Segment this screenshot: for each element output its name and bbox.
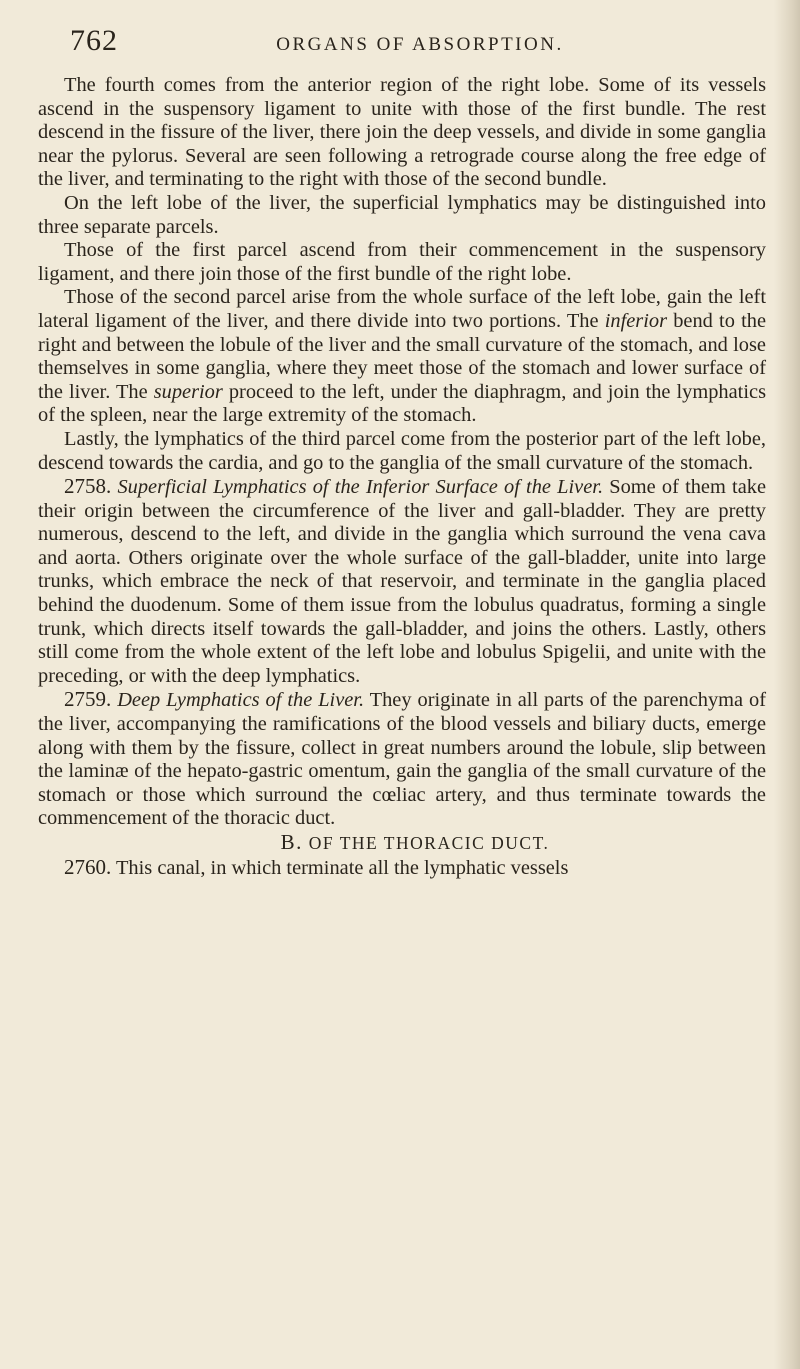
italic-term-inferior: inferior	[604, 309, 668, 332]
paragraph-body: This canal, in which terminate all the lymphatic vessels	[111, 856, 569, 879]
body-text	[38, 74, 766, 880]
paragraph-left-lobe: On the left lobe of the liver, the superficial lymphatics may be distinguished into three separate parcels.	[38, 191, 766, 238]
paragraph-body: Some of them take their origin between the circumference of the liver and gall-bladder. They are pretty numerous, descend to the left, and divide in the ganglia which surround the vena cava and aorta. Others originate over the whole surface of the gall-bladder, unite into large trunks, which embrace the neck of that reservoir, and terminate in the ganglia placed behind the duodenum. Some of them issue from the lobulus quadratus, forming a single trunk, which directs itself towards the gall-bladder, and joins the others. Lastly, others still come from the whole extent of the left lobe and lobulus Spigelii, and unite with the preceding, or with the deep lymphatics.	[38, 476, 766, 687]
page-number: 762	[70, 24, 118, 57]
page-header	[70, 24, 770, 64]
page-edge-shadow	[774, 0, 800, 1369]
paragraph-second-parcel	[38, 286, 766, 428]
paragraph-2759	[38, 688, 766, 831]
paragraph-title: Superficial Lymphatics of the Inferior Surface of the Liver.	[117, 476, 604, 499]
paragraph-fourth-bundle: The fourth comes from the anterior region of the right lobe. Some of its vessels ascend in the suspensory ligament to unite with those of the first bundle. The rest descend in the fissure of the liver, there join the deep vessels, and divide in some ganglia near the pylorus. Several are seen following a retrograde course along the free edge of the liver, and terminating to the right with those of the second bundle.	[38, 74, 766, 191]
paragraph-2758	[38, 475, 766, 688]
section-title: OF THE THORACIC DUCT.	[308, 833, 550, 853]
section-heading	[38, 831, 766, 856]
paragraph-first-parcel: Those of the first parcel ascend from their commencement in the suspensory ligament, and there join those of the first bundle of the right lobe.	[38, 239, 766, 285]
section-letter: B.	[280, 830, 303, 854]
text-run: Those of the second parcel arise from the whole surface of the left lobe, gain the left lateral ligament of the liver, and there divide into two portions. The	[38, 286, 766, 332]
running-title: ORGANS OF ABSORPTION.	[276, 34, 564, 55]
italic-term-superior: superior	[153, 380, 223, 403]
paragraph-number: 2759.	[64, 687, 112, 712]
paragraph-title: Deep Lymphatics of the Liver.	[117, 689, 365, 712]
text-run: proceed to the left, under the diaphragm, and join the lymphatics of the spleen, near the large extremity of the stomach.	[38, 380, 766, 427]
paragraph-third-parcel: Lastly, the lymphatics of the third parcel come from the posterior part of the left lobe, descend towards the cardia, and go to the ganglia of the small curvature of the stomach.	[38, 427, 766, 474]
paragraph-number: 2758.	[64, 474, 112, 499]
paragraph-number: 2760.	[64, 854, 112, 879]
paragraph-2760	[38, 856, 766, 881]
text-run: bend to the right and between the lobule of the liver and the small curvature of the stomach, and lose themselves in some ganglia, where they meet those of the stomach and lower surface of the liver. The	[38, 309, 766, 403]
paragraph-body: They originate in all parts of the parenchyma of the liver, accompanying the ramifications of the blood vessels and biliary ducts, emerge along with them by the fissure, collect in great numbers around the lobule, slip between the laminæ of the hepato-gastric omentum, gain the ganglia of the small curvature of the stomach or those which surround the cœliac artery, and thus terminate towards the commencement of the thoracic duct.	[38, 689, 766, 830]
